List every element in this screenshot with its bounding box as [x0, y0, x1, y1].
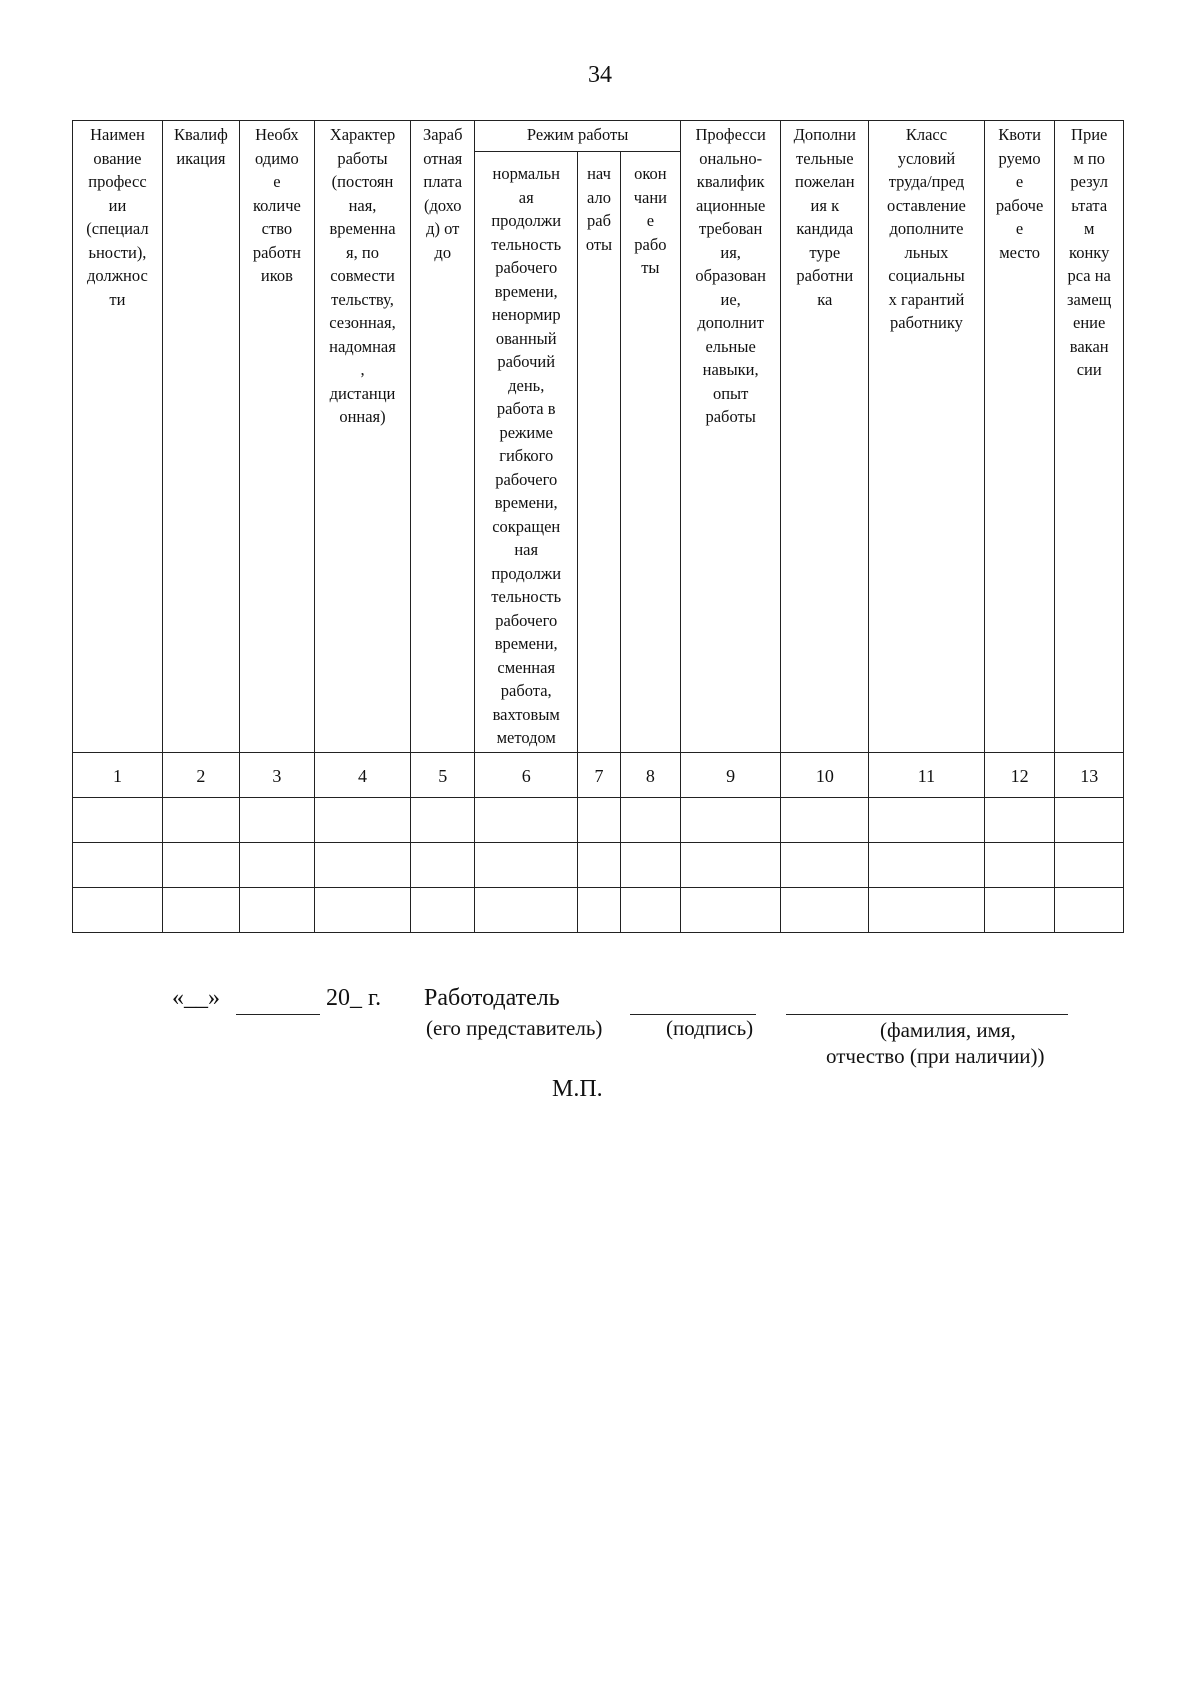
column-number: 12: [984, 752, 1055, 797]
col-header-work-type: Характер работы (постоян ная, временна я, по совмести тельству, сезонная, надомная , дистанци онная): [314, 121, 410, 753]
table-cell: [680, 797, 781, 842]
table-cell: [411, 842, 475, 887]
column-number: 6: [475, 752, 578, 797]
signature-caption: (подпись): [666, 1016, 754, 1040]
table-cell: [620, 887, 680, 932]
table-cell: [162, 797, 239, 842]
table-cell: [984, 797, 1055, 842]
col-header-profession: Наимен ование професс ии (специал ьности), должнос ти: [73, 121, 163, 753]
column-number: 5: [411, 752, 475, 797]
table-cell: [475, 797, 578, 842]
table-cell: [162, 842, 239, 887]
table-cell: [620, 842, 680, 887]
signature-line: [630, 1014, 756, 1015]
column-number: 13: [1055, 752, 1124, 797]
table-cell: [314, 797, 410, 842]
table-cell: [781, 887, 869, 932]
table-cell: [1055, 842, 1124, 887]
table-cell: [162, 887, 239, 932]
table-cell: [1055, 797, 1124, 842]
column-number: 2: [162, 752, 239, 797]
column-number: 10: [781, 752, 869, 797]
header-row: [73, 121, 1124, 152]
table-cell: [475, 887, 578, 932]
table-cell: [73, 797, 163, 842]
table-cell: [578, 887, 621, 932]
col-header-work-schedule: Режим работы: [475, 121, 680, 152]
table-cell: [869, 887, 985, 932]
col-header-salary: Зараб отная плата (дохо д) от до: [411, 121, 475, 753]
column-number: 7: [578, 752, 621, 797]
table-cell: [578, 842, 621, 887]
table-cell: [781, 797, 869, 842]
date-day-field: «__»: [172, 985, 220, 1011]
table-cell: [680, 887, 781, 932]
column-number: 4: [314, 752, 410, 797]
col-header-start: нач ало раб оты: [578, 152, 621, 753]
employer-label: Работодатель: [424, 985, 560, 1011]
stamp-place: М.П.: [552, 1076, 603, 1102]
table-cell: [1055, 887, 1124, 932]
table-cell: [578, 797, 621, 842]
date-year: 20_ г.: [326, 985, 382, 1011]
table-cell: [475, 842, 578, 887]
column-number: 3: [239, 752, 314, 797]
column-number: 8: [620, 752, 680, 797]
fio-caption-line1: (фамилия, имя,: [880, 1018, 1016, 1042]
table-cell: [73, 887, 163, 932]
column-number: 9: [680, 752, 781, 797]
col-header-requirements: Професси онально- квалифик ационные требован ия, образован ие, дополнит ельные навыки, опыт работы: [680, 121, 781, 753]
col-header-workers-count: Необх одимо е количе ство работн иков: [239, 121, 314, 753]
table-cell: [984, 842, 1055, 887]
table-cell: [411, 887, 475, 932]
empty-row: [73, 842, 1124, 887]
vacancy-form-table: [72, 120, 1124, 933]
empty-row: [73, 797, 1124, 842]
page-number: 34: [588, 62, 612, 88]
representative-caption: (его представитель): [426, 1016, 603, 1040]
column-number: 11: [869, 752, 985, 797]
fio-caption-line2: отчество (при наличии)): [826, 1044, 1045, 1068]
col-header-qualification: Квалиф икация: [162, 121, 239, 753]
table-cell: [680, 842, 781, 887]
table-cell: [239, 842, 314, 887]
table-cell: [239, 797, 314, 842]
col-header-wishes: Дополни тельные пожелан ия к кандида туре работни ка: [781, 121, 869, 753]
table-cell: [314, 842, 410, 887]
date-month-line: [236, 1014, 320, 1015]
col-header-competition: Прие м по резул ьтата м конку рса на замещ ение вакан сии: [1055, 121, 1124, 753]
col-header-end: окон чани е рабо ты: [620, 152, 680, 753]
table-cell: [73, 842, 163, 887]
col-header-conditions: Класс условий труда/пред оставление дополните льных социальны х гарантий работнику: [869, 121, 985, 753]
fio-line: [786, 1014, 1068, 1015]
column-numbers-row: [73, 752, 1124, 797]
table-cell: [781, 842, 869, 887]
col-header-normal-hours: нормальн ая продолжи тельность рабочего времени, ненормир ованный рабочий день, работа в режиме гибкого рабочего времени, сокращен ная продолжи тельность рабочего времени, сменная работа, вахтовым методом: [475, 152, 578, 753]
table-cell: [984, 887, 1055, 932]
table-cell: [869, 842, 985, 887]
table-cell: [411, 797, 475, 842]
column-number: 1: [73, 752, 163, 797]
table-cell: [239, 887, 314, 932]
col-header-quota: Квоти руемо е рабоче е место: [984, 121, 1055, 753]
table-cell: [869, 797, 985, 842]
table-cell: [314, 887, 410, 932]
table-cell: [620, 797, 680, 842]
empty-row: [73, 887, 1124, 932]
